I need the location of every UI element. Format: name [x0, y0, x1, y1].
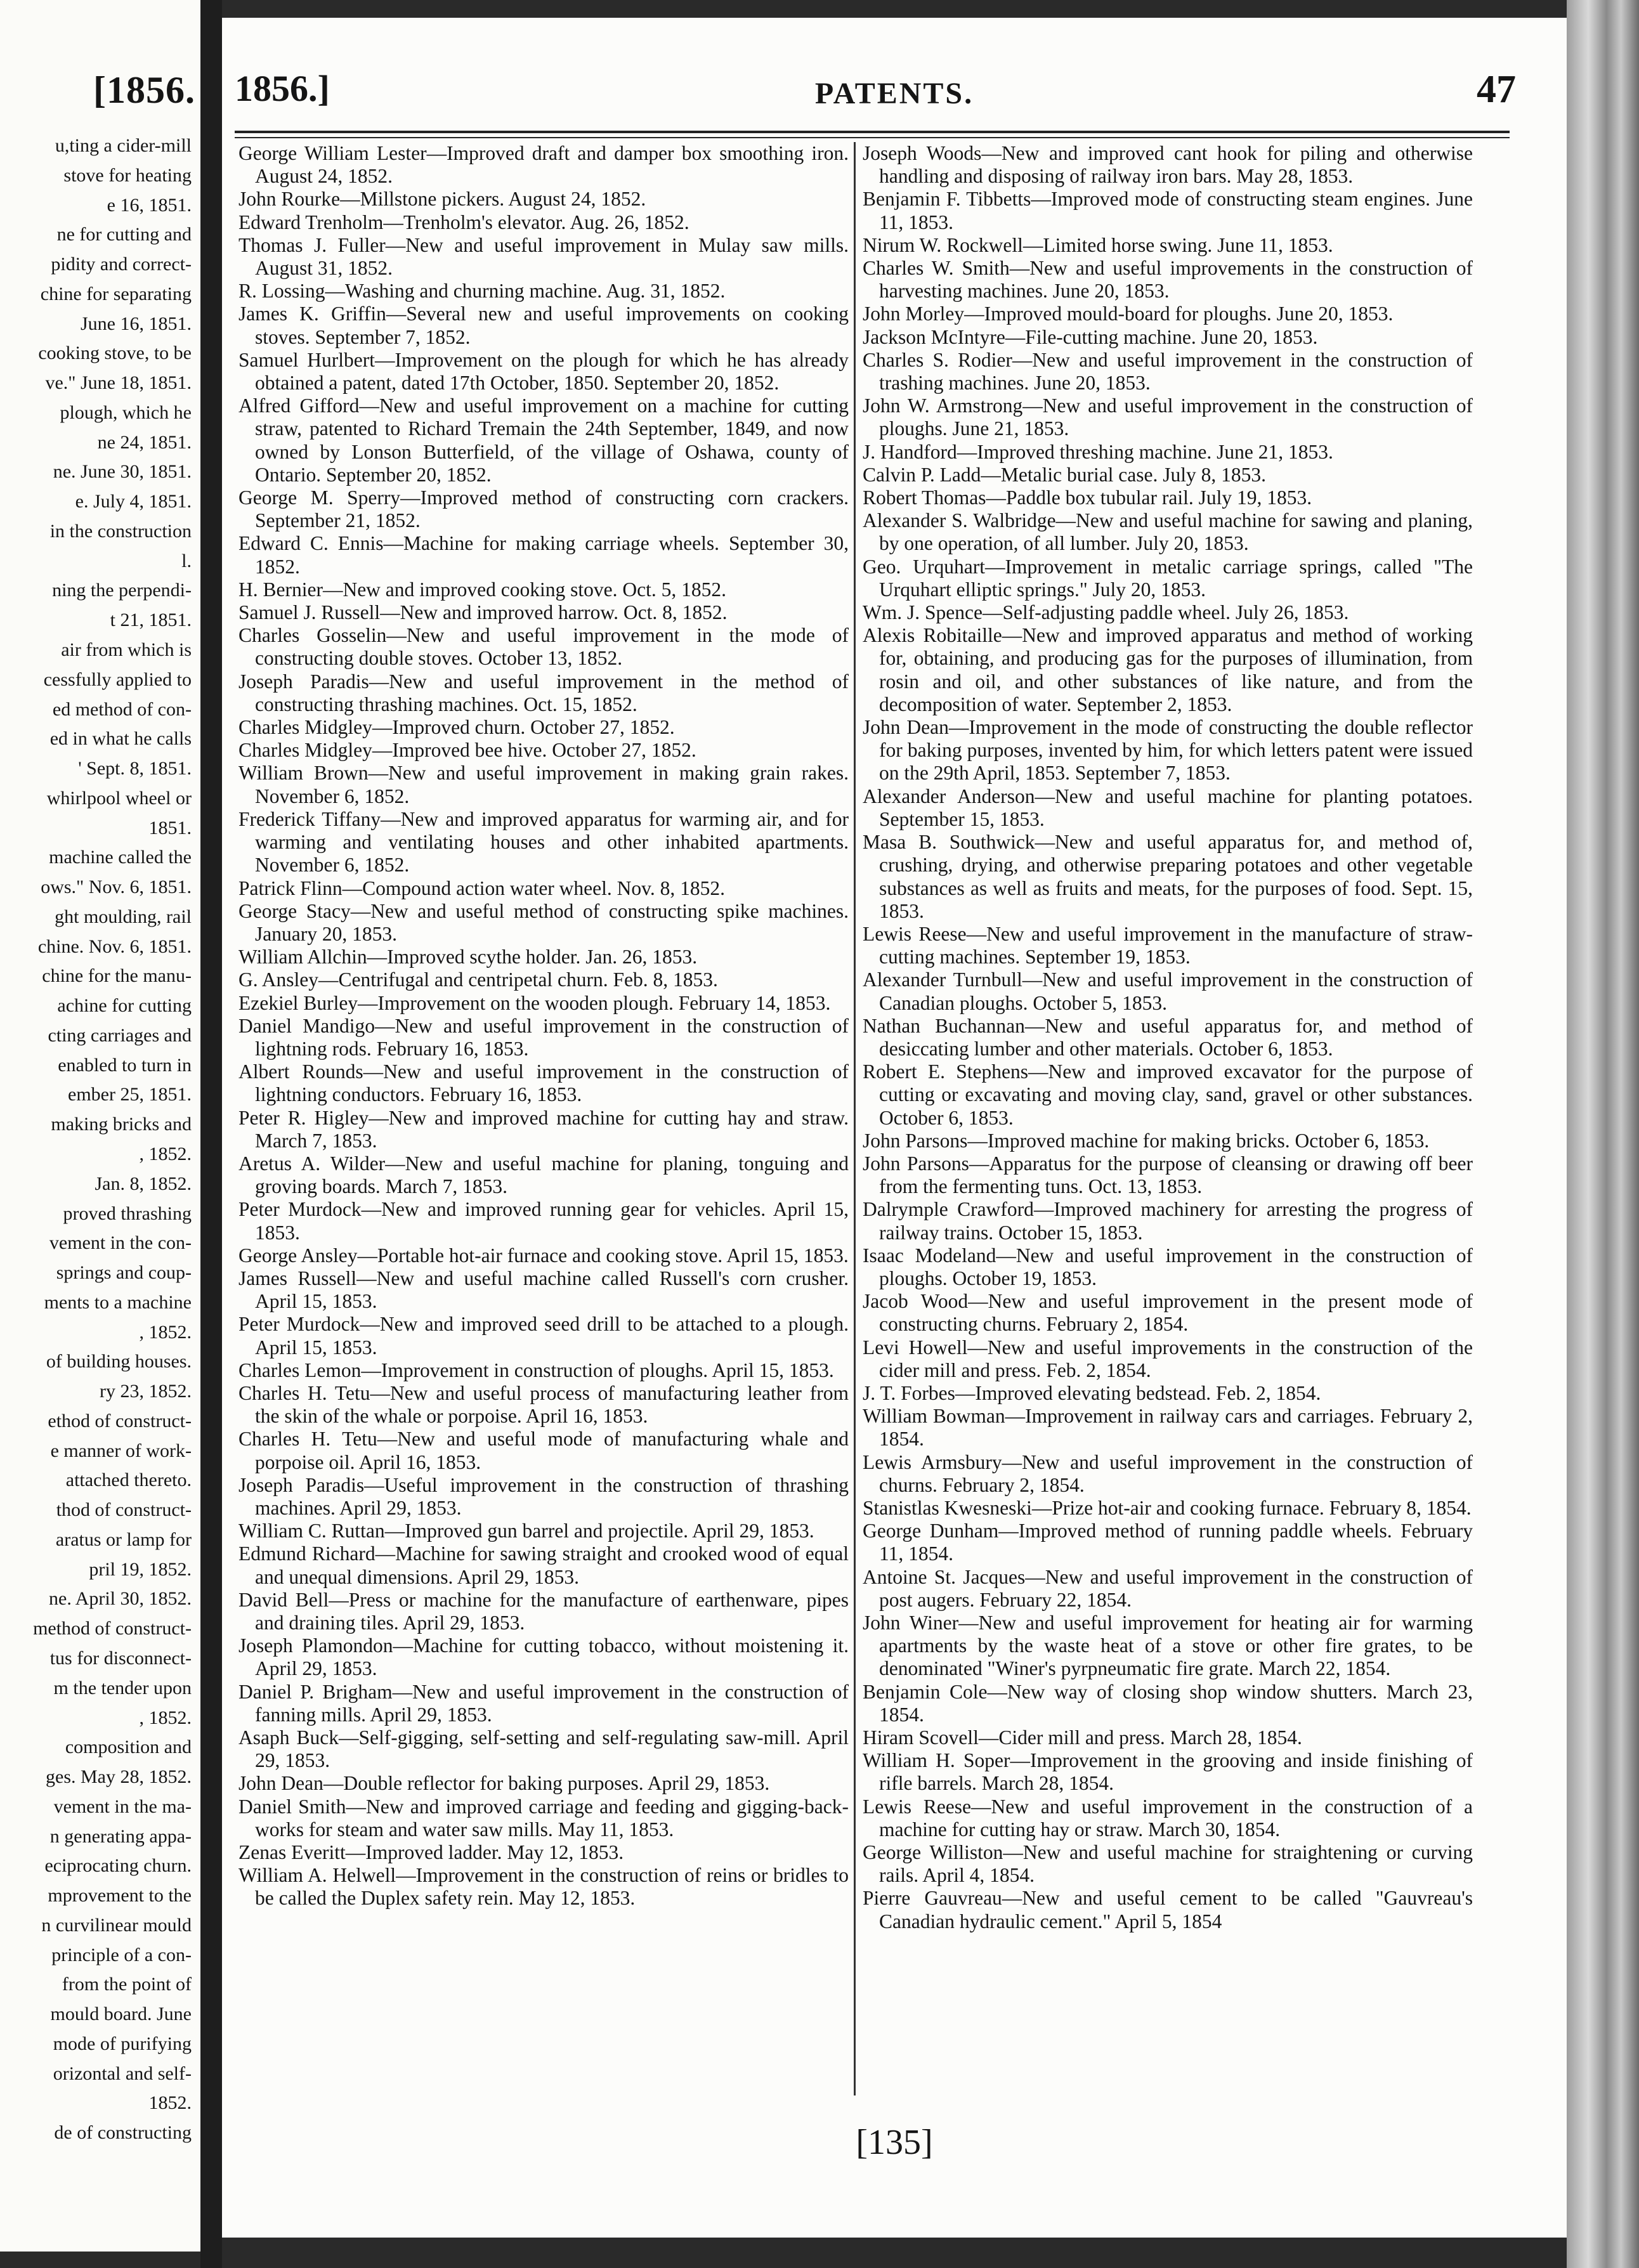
patent-entry: Lewis Armsbury—New and useful improvement in the construction of churns. February 2, 1854. [863, 1450, 1473, 1496]
left-page-line: making bricks and [51, 1114, 192, 1135]
left-page-line: ne. April 30, 1852. [49, 1588, 192, 1609]
patent-entry: Peter R. Higley—New and improved machine for cutting hay and straw. March 7, 1853. [238, 1106, 849, 1152]
page-edge [1567, 0, 1639, 2268]
left-page-line: , 1852. [139, 1144, 192, 1164]
left-page-line: from the point of [62, 1974, 192, 1995]
patent-entry: John Parsons—Apparatus for the purpose of cleansing or drawing off beer from the fermenting tuns. Oct. 13, 1853. [863, 1152, 1473, 1198]
patent-entry: William Bowman—Improvement in railway cars and carriages. February 2, 1854. [863, 1405, 1473, 1450]
patent-entry: Alexander Turnbull—New and useful improvement in the construction of Canadian ploughs. October 5, 1853. [863, 968, 1473, 1014]
patent-entry: Wm. J. Spence—Self-adjusting paddle wheel. July 26, 1853. [863, 601, 1349, 624]
patent-entry: Joseph Paradis—New and useful improvement in the method of constructing thrashing machines. Oct. 15, 1852. [238, 670, 849, 715]
left-page-line: pidity and correct- [51, 254, 192, 275]
left-page-line: plough, which he [60, 402, 192, 423]
left-page-line: eciprocating churn. [44, 1855, 192, 1876]
patent-entry: Alexander S. Walbridge—New and useful machine for sawing and planing, by one operation, of all lumber. July 20, 1853. [863, 509, 1473, 555]
left-page-line: tus for disconnect- [49, 1648, 192, 1669]
patent-entry: Thomas J. Fuller—New and useful improvement in Mulay saw mills. August 31, 1852. [238, 233, 849, 280]
patent-entry: Jackson McIntyre—File-cutting machine. June 20, 1853. [863, 325, 1318, 348]
header-year: 1856.] [235, 68, 330, 109]
left-page-line: aratus or lamp for [55, 1529, 192, 1550]
left-page-line: e 16, 1851. [107, 195, 192, 216]
left-page-line: vement in the ma- [53, 1796, 192, 1817]
left-page-line: principle of a con- [51, 1945, 192, 1965]
column-divider [854, 142, 856, 2095]
left-page-line: n generating appa- [49, 1826, 192, 1847]
patent-entry: Edward Trenholm—Trenholm's elevator. Aug. 26, 1852. [238, 211, 689, 233]
left-page-line: mode of purifying [53, 2033, 192, 2054]
patent-entry: Peter Murdock—New and improved running gear for vehicles. April 15, 1853. [238, 1198, 849, 1244]
patent-entry: Charles H. Tetu—New and useful mode of manufacturing whale and porpoise oil. April 16, 1853. [238, 1428, 849, 1473]
patent-entry: Charles H. Tetu—New and useful process of manufacturing leather from the skin of the whale or porpoise. April 16, 1853. [238, 1381, 849, 1428]
left-page-line: vement in the con- [49, 1232, 192, 1253]
patent-entry: Albert Rounds—New and useful improvement in the construction of lightning conductors. February 16, 1853. [238, 1060, 849, 1106]
patent-entry: Daniel Mandigo—New and useful improvement in the construction of lightning rods. February 16, 1853. [238, 1014, 849, 1060]
left-page-line: ne. June 30, 1851. [53, 461, 192, 482]
left-page-line: ry 23, 1852. [100, 1381, 192, 1402]
patent-entry: Daniel Smith—New and improved carriage and feeding and gigging-back-works for steam and water saw mills. May 11, 1853. [238, 1795, 849, 1841]
left-page-line: chine for separating [40, 284, 192, 304]
patent-entry: Charles S. Rodier—New and useful improvement in the construction of trashing machines. June 20, 1853. [863, 348, 1473, 394]
patent-entry: R. Lossing—Washing and churning machine. Aug. 31, 1852. [238, 280, 726, 303]
patent-entry: Samuel Hurlbert—Improvement on the plough for which he has already obtained a patent, dated 17th October, 1850. September 20, 1852. [238, 348, 849, 394]
left-page-line: ne 24, 1851. [97, 432, 192, 453]
left-page-line: cessfully applied to [43, 669, 192, 690]
left-page-line: mould board. June [50, 2004, 192, 2024]
patent-entry: Charles Gosselin—New and useful improvement in the mode of constructing double stoves. October 13, 1852. [238, 624, 849, 670]
left-page-line: cooking stove, to be [38, 342, 192, 363]
patent-column-right [863, 142, 1473, 1933]
left-page-line: ethod of construct- [48, 1411, 192, 1431]
patent-entry: Pierre Gauvreau—New and useful cement to be called "Gauvreau's Canadian hydraulic cement." April 5, 1854 [863, 1887, 1473, 1932]
patent-entry: Ezekiel Burley—Improvement on the wooden plough. February 14, 1853. [238, 991, 831, 1014]
sheet-number: [135] [856, 2123, 933, 2162]
patent-entry: Lewis Reese—New and useful improvement in the manufacture of straw-cutting machines. September 19, 1853. [863, 922, 1473, 968]
left-page-line: ed method of con- [52, 699, 192, 720]
patent-entry: Geo. Urquhart—Improvement in metalic carriage springs, called "The Urquhart elliptic springs." July 20, 1853. [863, 555, 1473, 601]
patent-entry: William Brown—New and useful improvement in making grain rakes. November 6, 1852. [238, 762, 849, 807]
left-page-line: attached thereto. [65, 1470, 192, 1490]
left-page-line: ges. May 28, 1852. [46, 1766, 192, 1787]
left-page-line: orizontal and self- [53, 2063, 192, 2084]
patent-entry: Lewis Reese—New and useful improvement in the construction of a machine for cutting hay or straw. March 30, 1854. [863, 1795, 1473, 1841]
left-page-line: t 21, 1851. [110, 609, 192, 630]
left-page-line: Jan. 8, 1852. [95, 1173, 192, 1194]
left-page-line: ember 25, 1851. [68, 1084, 192, 1105]
patent-entry: Dalrymple Crawford—Improved machinery for arresting the progress of railway trains. October 15, 1853. [863, 1198, 1473, 1244]
page-title: PATENTS. [814, 77, 974, 110]
patent-entry: William H. Soper—Improvement in the grooving and inside finishing of rifle barrels. March 28, 1854. [863, 1749, 1473, 1795]
patent-entry: Isaac Modeland—New and useful improvement in the construction of ploughs. October 19, 1853. [863, 1244, 1473, 1289]
patent-entry: Joseph Plamondon—Machine for cutting tobacco, without moistening it. April 29, 1853. [238, 1634, 849, 1680]
patent-entry: Daniel P. Brigham—New and useful improvement in the construction of fanning mills. April 29, 1853. [238, 1680, 849, 1726]
patent-entry: George Dunham—Improved method of running paddle wheels. February 11, 1854. [863, 1520, 1473, 1565]
patent-entry: Benjamin Cole—New way of closing shop window shutters. March 23, 1854. [863, 1680, 1473, 1726]
left-page-line: air from which is [61, 639, 192, 660]
patent-entry: Charles Midgley—Improved bee hive. October 27, 1852. [238, 739, 696, 762]
patent-entry: Joseph Woods—New and improved cant hook for piling and otherwise handling and disposing of railway iron bars. May 28, 1853. [863, 142, 1473, 188]
left-page-header: [1856. [93, 69, 195, 111]
left-page-line: ments to a machine [44, 1292, 192, 1313]
patent-entry: G. Ansley—Centrifugal and centripetal churn. Feb. 8, 1853. [238, 968, 718, 991]
left-page-line: ows." Nov. 6, 1851. [41, 877, 192, 897]
patent-entry: Hiram Scovell—Cider mill and press. March 28, 1854. [863, 1726, 1302, 1749]
left-page-line: mprovement to the [48, 1885, 192, 1906]
patent-entry: Robert Thomas—Paddle box tubular rail. July 19, 1853. [863, 486, 1312, 509]
left-page-line: ed in what he calls [49, 728, 192, 749]
left-page-line: de of constructing [54, 2122, 192, 2143]
left-page-line: method of construct- [33, 1618, 192, 1639]
patent-entry: John Morley—Improved mould-board for ploughs. June 20, 1853. [863, 303, 1394, 325]
patent-entry: Patrick Flinn—Compound action water wheel. Nov. 8, 1852. [238, 877, 725, 899]
patent-entry: Alexander Anderson—New and useful machine for planting potatoes. September 15, 1853. [863, 785, 1473, 830]
patent-entry: Benjamin F. Tibbetts—Improved mode of constructing steam engines. June 11, 1853. [863, 188, 1473, 233]
patent-entry: George Williston—New and useful machine for straightening or curving rails. April 4, 1854. [863, 1841, 1473, 1887]
patent-entry: Samuel J. Russell—New and improved harrow. Oct. 8, 1852. [238, 601, 728, 624]
patent-entry: H. Bernier—New and improved cooking stove. Oct. 5, 1852. [238, 578, 726, 601]
patent-entry: George Stacy—New and useful method of constructing spike machines. January 20, 1853. [238, 899, 849, 945]
book-gutter [200, 0, 222, 2268]
left-page-line: whirlpool wheel or [46, 788, 192, 809]
left-page-line: u,ting a cider-mill [55, 135, 192, 156]
right-page [222, 18, 1567, 2238]
patent-entry: William Allchin—Improved scythe holder. Jan. 26, 1853. [238, 946, 698, 968]
patent-entry: Charles Midgley—Improved churn. October 27, 1852. [238, 716, 675, 739]
patent-entry: David Bell—Press or machine for the manufacture of earthenware, pipes and draining tiles. April 29, 1853. [238, 1588, 849, 1634]
patent-entry: Nathan Buchannan—New and useful apparatus for, and method of desiccating lumber and other materials. October 6, 1853. [863, 1014, 1473, 1060]
patent-entry: James Russell—New and useful machine called Russell's corn crusher. April 15, 1853. [238, 1267, 849, 1313]
patent-entry: John Parsons—Improved machine for making bricks. October 6, 1853. [863, 1129, 1430, 1152]
patent-entry: George William Lester—Improved draft and damper box smoothing iron. August 24, 1852. [238, 142, 849, 188]
left-page-line: composition and [65, 1737, 192, 1757]
left-page-line: of building houses. [46, 1351, 192, 1372]
left-page-line: thod of construct- [56, 1499, 192, 1520]
patent-entry: William A. Helwell—Improvement in the construction of reins or bridles to be called the Duplex safety rein. May 12, 1853. [238, 1864, 849, 1910]
patent-column-left [238, 142, 849, 1910]
left-page-line: chine for the manu- [42, 965, 192, 986]
patent-entry: Edward C. Ennis—Machine for making carriage wheels. September 30, 1852. [238, 532, 849, 578]
left-page-line: pril 19, 1852. [89, 1559, 192, 1580]
patent-entry: James K. Griffin—Several new and useful improvements on cooking stoves. September 7, 1852. [238, 303, 849, 348]
patent-entry: Robert E. Stephens—New and improved excavator for the purpose of cutting or excavating and moving clay, sand, gravel or other substances. October 6, 1853. [863, 1060, 1473, 1129]
patent-entry: Frederick Tiffany—New and improved apparatus for warming air, and for warming and ventilating houses and other inhabited apartments. November 6, 1852. [238, 807, 849, 877]
patent-entry: John Winer—New and useful improvement for heating air for warming apartments by the waste heat of a stove or other fire grates, to be denominated "Winer's pyrpneumatic fire grate. March 22, 1854. [863, 1612, 1473, 1680]
patent-entry: Peter Murdock—New and improved seed drill to be attached to a plough. April 15, 1853. [238, 1313, 849, 1359]
left-page-line: ght moulding, rail [55, 906, 192, 927]
header-rule-thin [235, 137, 1510, 138]
patent-entry: George M. Sperry—Improved method of constructing corn crackers. September 21, 1852. [238, 486, 849, 532]
left-page-line: in the construction [49, 521, 192, 542]
left-page-line: 1852. [148, 2092, 192, 2113]
page-number: 47 [1477, 68, 1516, 111]
patent-entry: John Dean—Double reflector for baking purposes. April 29, 1853. [238, 1772, 770, 1795]
patent-entry: Joseph Paradis—Useful improvement in the construction of thrashing machines. April 29, 1853. [238, 1473, 849, 1519]
left-page-line: ne for cutting and [56, 224, 192, 245]
left-page-fragment [0, 0, 200, 2252]
left-page-line: ' Sept. 8, 1851. [78, 758, 192, 779]
left-page-line: springs and coup- [56, 1262, 192, 1283]
patent-entry: Zenas Everitt—Improved ladder. May 12, 1853. [238, 1841, 624, 1864]
header-rule-thick [235, 131, 1510, 133]
patent-entry: Antoine St. Jacques—New and useful improvement in the construction of post augers. February 22, 1854. [863, 1565, 1473, 1611]
patent-entry: Asaph Buck—Self-gigging, self-setting and self-regulating saw-mill. April 29, 1853. [238, 1726, 849, 1772]
patent-entry: Levi Howell—New and useful improvements in the construction of the cider mill and press. Feb. 2, 1854. [863, 1336, 1473, 1381]
patent-entry: Jacob Wood—New and useful improvement in the present mode of constructing churns. February 2, 1854. [863, 1290, 1473, 1336]
left-page-line: enabled to turn in [58, 1055, 192, 1076]
left-page-line: , 1852. [139, 1707, 192, 1728]
left-page-line: m the tender upon [53, 1678, 192, 1698]
patent-entry: John Dean—Improvement in the mode of constructing the double reflector for baking purposes, invented by him, for which letters patent were issued on the 29th April, 1853. September 7, 1853. [863, 716, 1473, 785]
left-page-line: June 16, 1851. [81, 313, 192, 334]
patent-entry: William C. Ruttan—Improved gun barrel and projectile. April 29, 1853. [238, 1520, 814, 1542]
patent-entry: Nirum W. Rockwell—Limited horse swing. June 11, 1853. [863, 233, 1333, 256]
patent-entry: Charles Lemon—Improvement in construction of ploughs. April 15, 1853. [238, 1359, 834, 1381]
patent-entry: Alexis Robitaille—New and improved apparatus and method of working for, obtaining, and producing gas for the purposes of illumination, from rosin and oil, and other substances of like nature, and from the decomposition of water. September 2, 1853. [863, 624, 1473, 715]
left-page-line: machine called the [49, 847, 192, 868]
left-page-line: l. [181, 551, 192, 571]
patent-entry: J. T. Forbes—Improved elevating bedstead. Feb. 2, 1854. [863, 1381, 1321, 1404]
left-page-line: e manner of work- [50, 1440, 192, 1461]
left-page-line: , 1852. [139, 1322, 192, 1343]
left-page-line: 1851. [148, 818, 192, 838]
patent-entry: Alfred Gifford—New and useful improvement on a machine for cutting straw, patented to Richard Tremain the 24th September, 1849, and now owned by Lonson Butterfield, of the village of Oshawa, county of Ontario. September 20, 1852. [238, 394, 849, 486]
left-page-line: cting carriages and [48, 1025, 192, 1046]
left-page-line: stove for heating [63, 165, 192, 186]
patent-entry: Aretus A. Wilder—New and useful machine for planing, tonguing and groving boards. March 7, 1853. [238, 1152, 849, 1198]
patent-entry: John Rourke—Millstone pickers. August 24, 1852. [238, 188, 646, 211]
left-page-line: e. July 4, 1851. [75, 491, 192, 512]
patent-entry: Stanistlas Kwesneski—Prize hot-air and cooking furnace. February 8, 1854. [863, 1496, 1472, 1519]
patent-entry: Edmund Richard—Machine for sawing straight and crooked wood of equal and unequal dimensions. April 29, 1853. [238, 1542, 849, 1588]
left-page-line: ve." June 18, 1851. [45, 372, 192, 393]
patent-entry: Masa B. Southwick—New and useful apparatus for, and method of, crushing, drying, and otherwise preparing potatoes and other vegetable substances as well as fruits and meats, for the purposes of food. Sept. 15, 1853. [863, 831, 1473, 922]
patent-entry: J. Handford—Improved threshing machine. June 21, 1853. [863, 440, 1333, 463]
left-page-line: proved thrashing [63, 1203, 192, 1224]
left-page-line: n curvilinear mould [41, 1915, 192, 1936]
patent-entry: John W. Armstrong—New and useful improvement in the construction of ploughs. June 21, 1853. [863, 394, 1473, 440]
patent-entry: Calvin P. Ladd—Metalic burial case. July 8, 1853. [863, 463, 1267, 486]
patent-entry: George Ansley—Portable hot-air furnace and cooking stove. April 15, 1853. [238, 1244, 849, 1267]
left-page-line: chine. Nov. 6, 1851. [37, 936, 192, 957]
patent-entry: Charles W. Smith—New and useful improvements in the construction of harvesting machines. June 20, 1853. [863, 257, 1473, 303]
left-page-line: achine for cutting [57, 995, 192, 1016]
left-page-line: ning the perpendi- [52, 580, 192, 601]
